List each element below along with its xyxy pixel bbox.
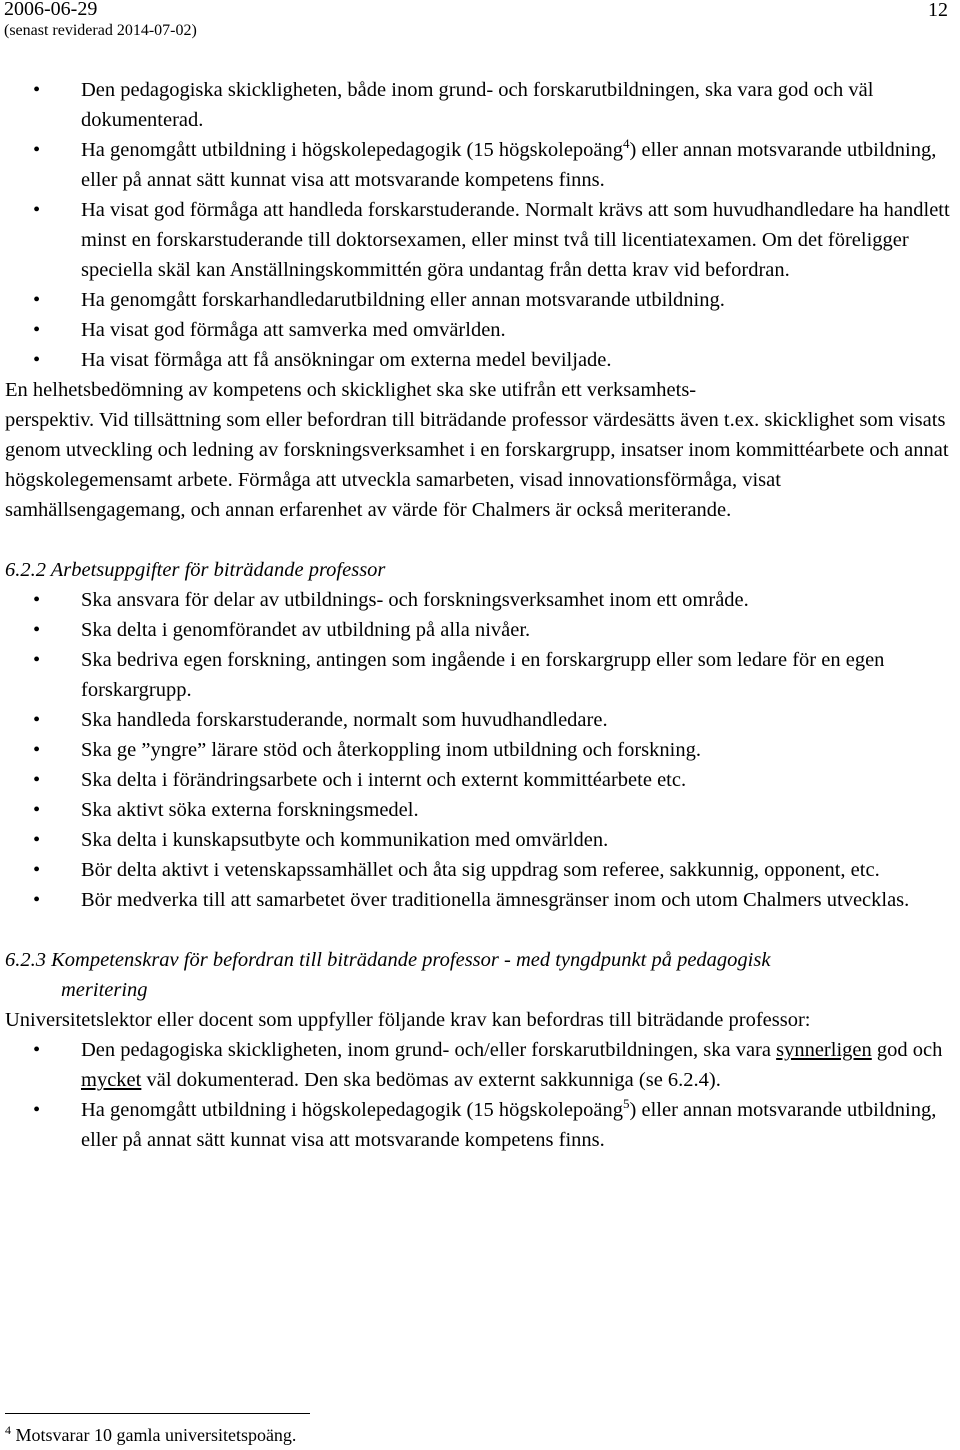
list-item [5, 135, 955, 195]
paragraph-text: perspektiv. Vid tillsättning som eller befordran till biträdande professor värdesätts även t.ex. skicklighet som visats genom utveckling och ledning av forskningsverksamhet i en forskargrupp, insatser inom kommittéarbete och annat högskolegemensamt arbete. Förmåga att utveckla samarbeten, visad innovationsförmåga, visat samhällsengagemang, och annan erfarenhet av värde för Chalmers är också meriterande. [5, 409, 949, 521]
assessment-paragraph [5, 375, 955, 525]
list-item: • Ha visat god förmåga att samverka med omvärlden. [5, 315, 955, 345]
section-heading: 6.2.2 Arbetsuppgifter för biträdande professor [5, 559, 386, 581]
list-item: • Ha visat god förmåga att handleda forskarstuderande. Normalt krävs att som huvudhandledare ha handlett minst en forskarstuderande till doktorsexamen, eller minst två till licentiatexamen. Om det föreligger speciella skäl kan Anställningskommittén göra undantag från detta krav vid befordran. [5, 195, 955, 285]
requirements-list [5, 75, 955, 375]
paragraph-line: En helhetsbedömning av kompetens och skicklighet ska ske utifrån ett verksamhets- [5, 379, 697, 401]
list-item: • Ha genomgått forskarhandledarutbildning eller annan motsvarande utbildning. [5, 285, 955, 315]
list-item: • Den pedagogiska skickligheten, både inom grund- och forskarutbildningen, ska vara god och väl dokumenterad. [5, 75, 955, 135]
header-date: 2006-06-29 [4, 0, 98, 20]
footnote-divider [5, 1413, 310, 1414]
list-item: • Ska aktivt söka externa forskningsmedel. [5, 795, 955, 825]
footnote-marker: 4 [5, 1423, 11, 1437]
intro-paragraph: Universitetslektor eller docent som uppfyller följande krav kan befordras till biträdande professor: [5, 1009, 811, 1031]
list-item: • Bör medverka till att samarbetet över traditionella ämnesgränser inom och utom Chalmers utvecklas. [5, 885, 955, 915]
list-item: • Ska delta i kunskapsutbyte och kommunikation med omvärlden. [5, 825, 955, 855]
promotion-requirements-list [5, 1035, 955, 1155]
list-item-text: Ha genomgått utbildning i högskolepedagogik (15 högskolepoäng [81, 139, 624, 161]
duties-list [5, 585, 955, 915]
page-number: 12 [928, 0, 948, 21]
list-item: • Bör delta aktivt i vetenskapssamhället och åta sig uppdrag som referee, sakkunnig, opponent, etc. [5, 855, 955, 885]
underlined-word: mycket [81, 1069, 142, 1091]
footnote-text: Motsvarar 10 gamla universitetspoäng. [11, 1425, 297, 1445]
list-item-text: ) eller annan motsvarande utbildning, eller på annat sätt kunnat visa att motsvarande kompetens finns. [81, 1099, 937, 1151]
list-item: • Ska bedriva egen forskning, antingen som ingående i en forskargrupp eller som ledare för en egen forskargrupp. [5, 645, 955, 705]
list-item-text: god och [871, 1039, 943, 1061]
header-revised: (senast reviderad 2014-07-02) [4, 22, 197, 39]
list-item: • Ska ansvara för delar av utbildnings- och forskningsverksamhet inom ett område. [5, 585, 955, 615]
list-item-text: ) eller annan motsvarande utbildning, eller på annat sätt kunnat visa att motsvarande kompetens finns. [81, 139, 937, 191]
footnote [5, 1424, 296, 1446]
underlined-word: synnerligen [776, 1039, 872, 1061]
list-item-text: Den pedagogiska skickligheten, inom grund- och/eller forskarutbildningen, ska vara [81, 1039, 777, 1061]
section-heading [5, 945, 955, 1005]
list-item-text: Ha genomgått utbildning i högskolepedagogik (15 högskolepoäng [81, 1099, 624, 1121]
footnote-ref[interactable]: 4 [623, 136, 630, 152]
footnote-ref[interactable]: 5 [623, 1096, 630, 1112]
list-item: • Ha visat förmåga att få ansökningar om externa medel beviljade. [5, 345, 955, 375]
heading-line: 6.2.3 Kompetenskrav för befordran till biträdande professor - med tyngdpunkt på pedagogisk [5, 949, 771, 971]
list-item-text: väl dokumenterad. Den ska bedömas av externt sakkunniga (se 6.2.4). [141, 1069, 721, 1091]
list-item: • Ska delta i genomförandet av utbildning på alla nivåer. [5, 615, 955, 645]
heading-line: meritering [61, 979, 148, 1001]
list-item: • Ska ge ”yngre” lärare stöd och återkoppling inom utbildning och forskning. [5, 735, 955, 765]
document-body [5, 75, 955, 1155]
list-item: • Ska handleda forskarstuderande, normalt som huvudhandledare. [5, 705, 955, 735]
list-item: • Ska delta i förändringsarbete och i internt och externt kommittéarbete etc. [5, 765, 955, 795]
list-item [5, 1095, 955, 1155]
list-item [5, 1035, 955, 1095]
